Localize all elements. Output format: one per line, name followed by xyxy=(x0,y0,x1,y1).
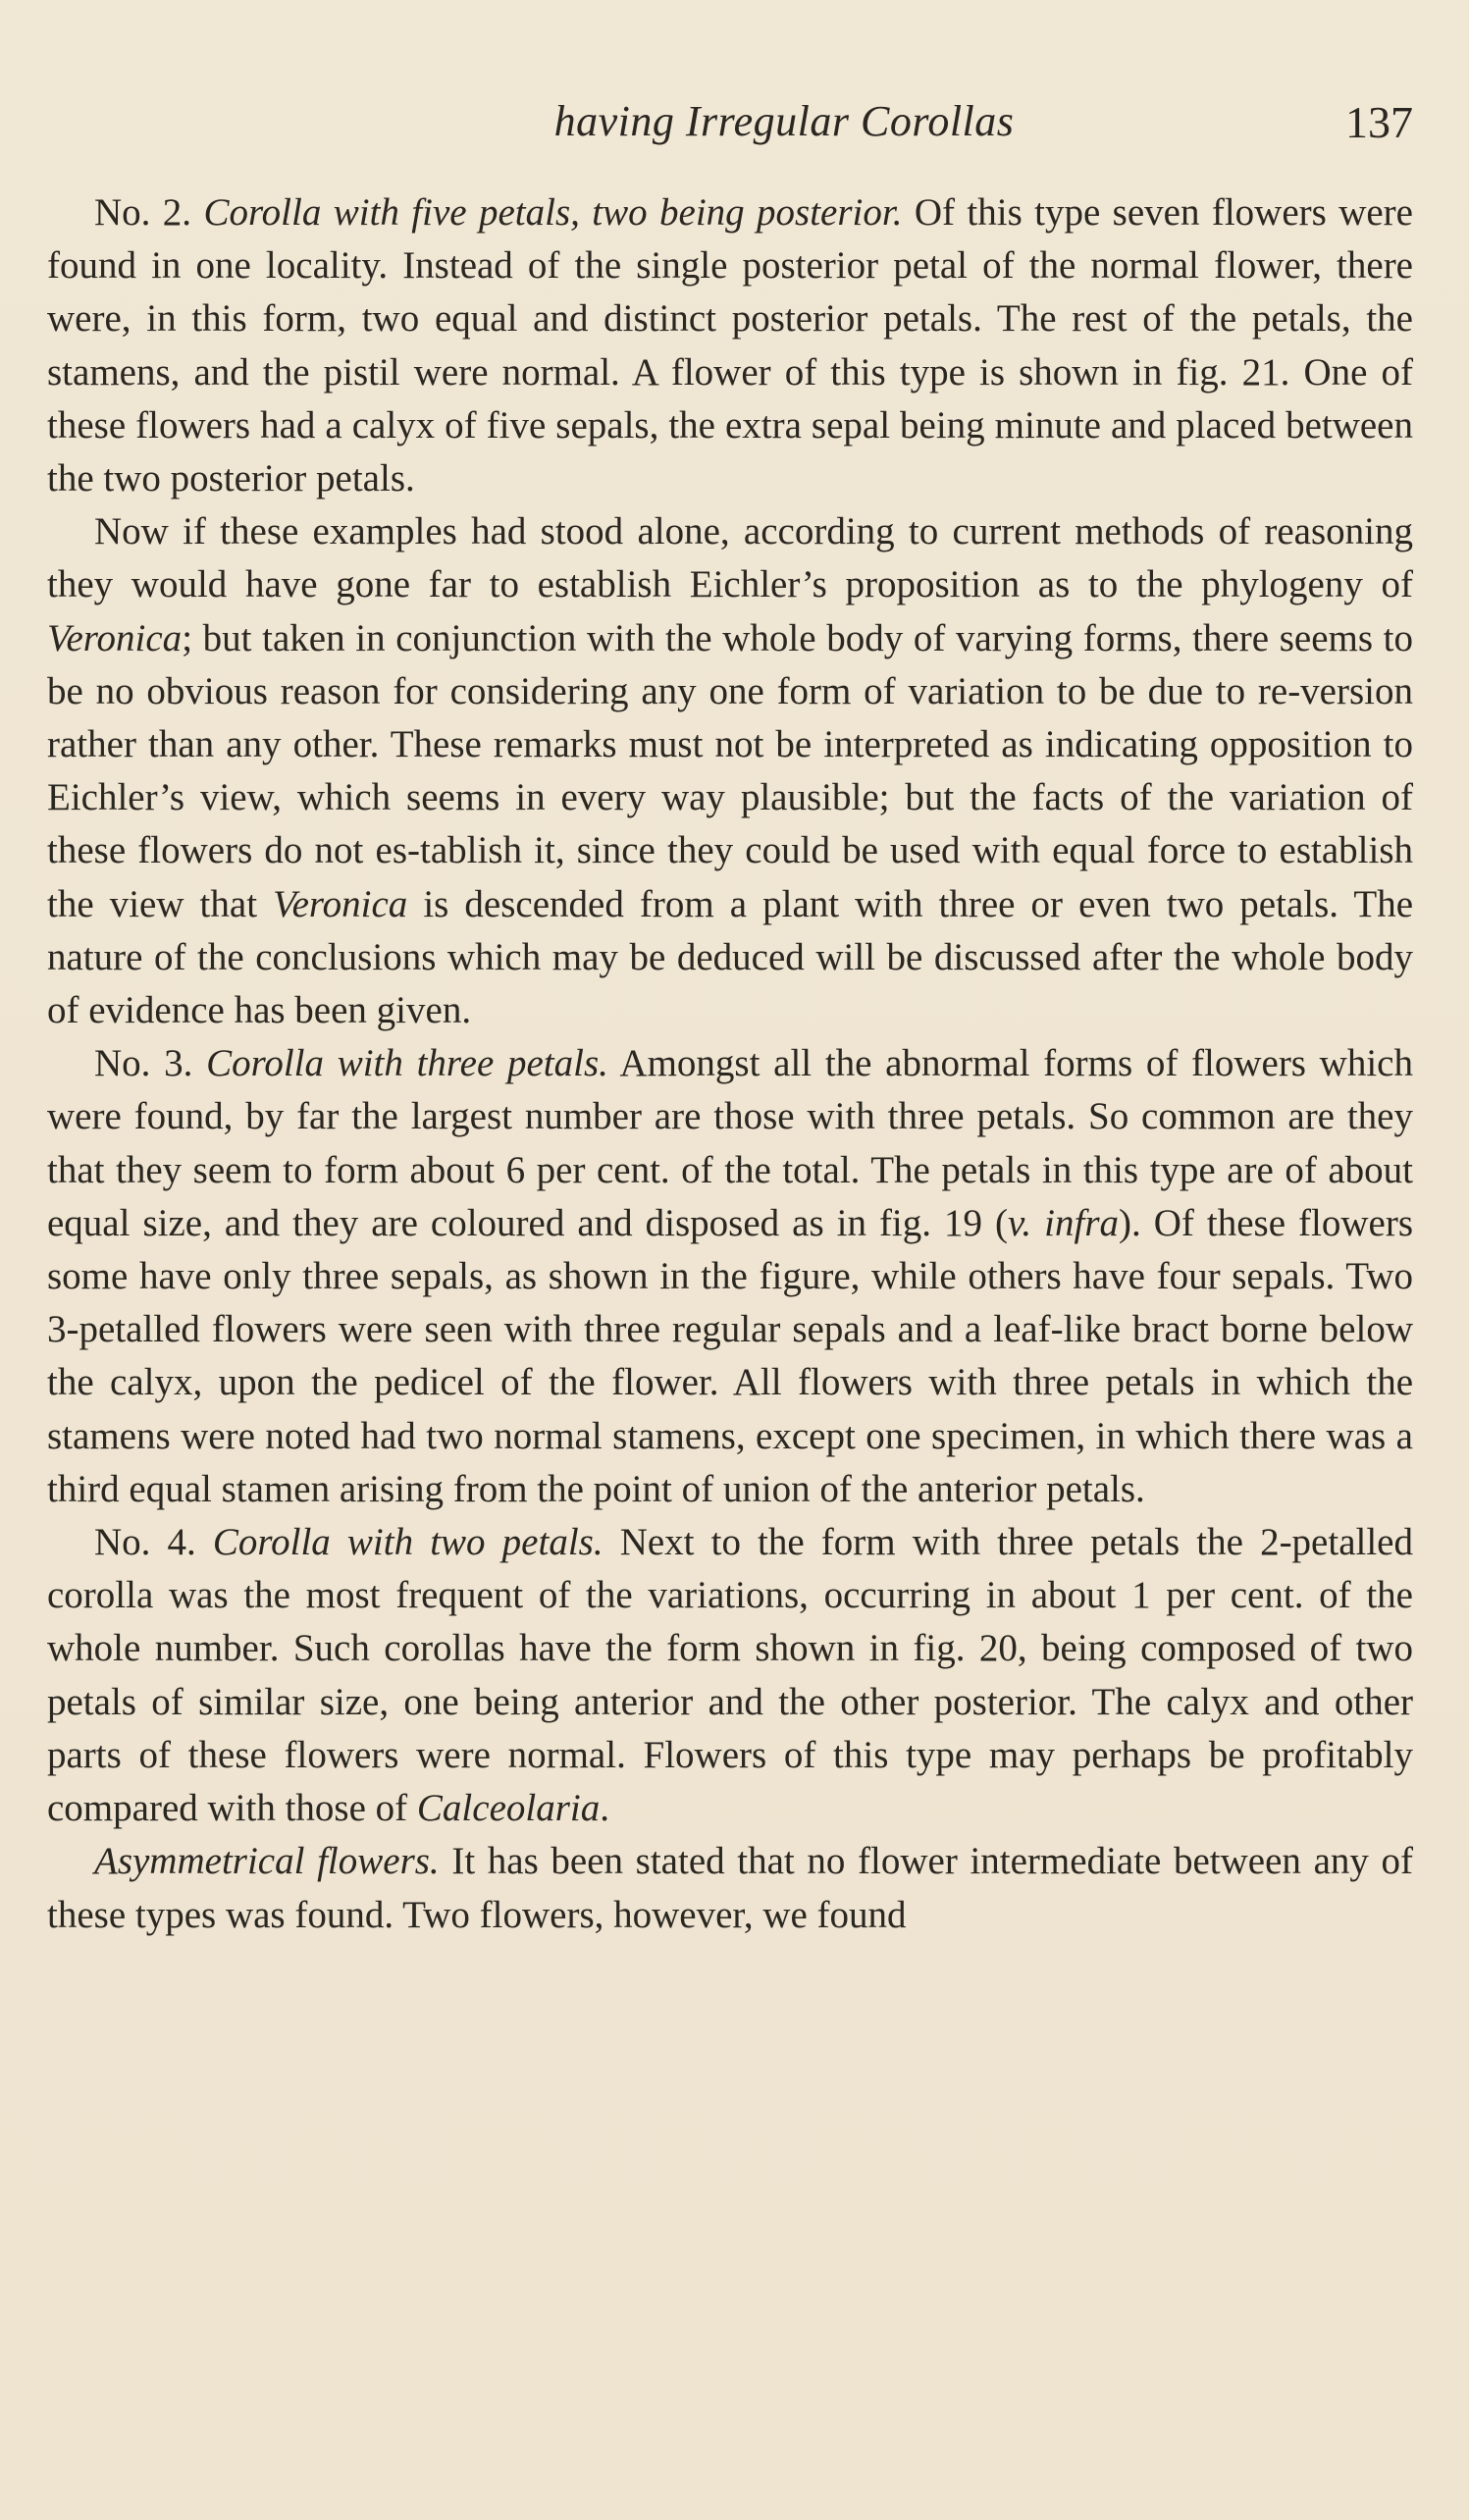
paragraph-asymmetrical-flowers xyxy=(47,1835,1413,1941)
paragraph-corolla-two-petals xyxy=(47,1516,1413,1835)
paragraph-corolla-three-petals xyxy=(47,1037,1413,1516)
section-number: No. 2. xyxy=(94,191,204,234)
section-heading: Corolla with three petals. xyxy=(206,1042,608,1085)
genus-name: Veronica xyxy=(47,616,183,659)
body-text xyxy=(47,186,1413,1942)
paragraph-text: Now if these examples had stood alone, according to current methods of reasoning they would have gone far to establish Eichler’s proposition as to the phylogeny of xyxy=(47,510,1413,606)
paragraph-text: is descended from a plant with three or even two petals. The nature of the conclusions which may be deduced will be discussed after the whole body of evidence has been given. xyxy=(47,882,1413,1032)
section-heading: Corolla with two petals. xyxy=(212,1521,603,1564)
paragraph-text: ; but taken in conjunction with the whole body of varying forms, there seems to be no obvious reason for considering any one form of variation to be due to re-version rather than any other. These remarks must not be interpreted as indicating opposition to Eichler’s view, which seems in every way plausible; but the facts of the variation of these flowers do not es-tablish it, since they could be used with equal force to establish the view that xyxy=(47,616,1413,925)
paragraph-text: Amongst all the abnormal forms of flowers which were found, by far the largest number are those with three petals. So common are they that they seem to form about 6 per cent. of the total. The petals in this type are of about equal size, and they are coloured and disposed as in fig. 19 ( xyxy=(47,1042,1413,1244)
section-number: No. 3. xyxy=(94,1042,207,1085)
paragraph-text: It has been stated that no flower intermediate between any of these types was found. Two flowers, however, we found xyxy=(47,1840,1414,1936)
genus-name: Calceolaria xyxy=(416,1787,601,1830)
paragraph-text: Of this type seven flowers were found in one locality. Instead of the single posterior petal of the normal flower, there were, in this form, two equal and distinct posterior petals. The rest of the petals, the stamens, and the pistil were normal. A flower of this type is shown in fig. 21. One of these flowers had a calyx of five sepals, the extra sepal being minute and placed between the two posterior petals. xyxy=(47,191,1413,500)
section-heading: Asymmetrical flowers. xyxy=(94,1840,440,1883)
page-number: 137 xyxy=(1345,97,1413,147)
cross-reference: v. infra xyxy=(1008,1201,1120,1244)
genus-name: Veronica xyxy=(273,882,408,925)
paragraph-text: . xyxy=(600,1787,609,1830)
section-heading: Corolla with five petals, two being posterior. xyxy=(203,191,903,234)
running-title: having Irregular Corollas xyxy=(553,97,1015,145)
paragraph-eichler-discussion xyxy=(47,505,1413,1037)
paragraph-corolla-five-petals xyxy=(47,186,1413,505)
page-header xyxy=(47,96,1413,165)
section-number: No. 4. xyxy=(94,1521,213,1564)
paragraph-text: Next to the form with three petals the 2-petalled corolla was the most frequent of the variations, occurring in about 1 per cent. of the whole number. Such corollas have the form shown in fig. 20, being composed of two petals of similar size, one being anterior and the other posterior. The calyx and other parts of these flowers were normal. Flowers of this type may perhaps be profitably compared with those of xyxy=(47,1521,1413,1830)
paragraph-text: ). Of these flowers some have only three sepals, as shown in the figure, while others have four sepals. Two 3-petalled flowers were seen with three regular sepals and a leaf-like bract borne below the calyx, upon the pedicel of the flower. All flowers with three petals in which the stamens were noted had two normal stamens, except one specimen, in which there was a third equal stamen arising from the point of union of the anterior petals. xyxy=(47,1201,1414,1510)
